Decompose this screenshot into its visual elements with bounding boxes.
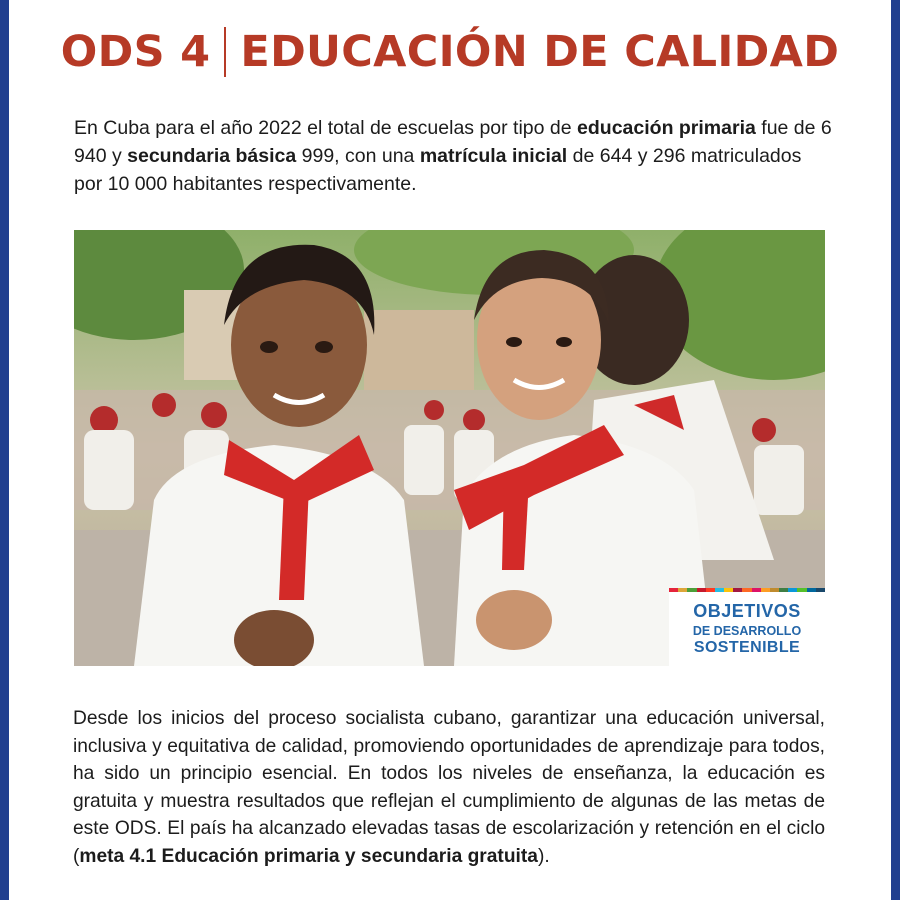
- ods-color-stripe: [669, 588, 825, 592]
- ods-badge-line3: SOSTENIBLE: [693, 639, 801, 656]
- intro-text-4: de 644 y 296 matriculados por 10 000 habitantes respectivamente.: [74, 145, 802, 195]
- ods-badge-line2: DE DESARROLLO: [692, 624, 802, 638]
- body-text-end: ).: [537, 845, 550, 867]
- intro-bold-primaria: educación primaria: [577, 117, 756, 139]
- title-divider: [224, 27, 226, 77]
- intro-bold-secundaria: secundaria básica: [127, 145, 297, 167]
- title-goal-name: EDUCACIÓN DE CALIDAD: [240, 27, 840, 77]
- ods-badge-line1: OBJETIVOS: [693, 601, 801, 621]
- intro-text-2: fue de 6 940 y: [74, 117, 832, 167]
- frame-right-border: [891, 0, 900, 900]
- intro-text-3: 999, con una: [296, 145, 420, 167]
- intro-paragraph: [74, 114, 834, 198]
- ods-logo-badge: [669, 588, 825, 666]
- students-photo: [74, 230, 825, 666]
- intro-text-1: En Cuba para el año 2022 el total de escuelas por tipo de: [74, 117, 578, 139]
- body-paragraph: [73, 705, 825, 870]
- page-title: [0, 24, 900, 80]
- title-goal-number: ODS 4: [60, 27, 211, 77]
- body-text-main: Desde los inicios del proceso socialista cubano, garantizar una educación universal, inclusiva y equitativa de calidad, promoviendo oportunidades de aprendizaje para todos, ha sido un principio esencial. En todos los niveles de enseñanza, la educación es gratuita y muestra resultados que reflejan el cumplimiento de algunas de las metas de este ODS. El país ha alcanzado elevadas tasas de escolarización y retención en el ciclo (: [73, 708, 825, 867]
- intro-bold-matricula: matrícula inicial: [419, 145, 568, 167]
- body-bold-meta: meta 4.1 Educación primaria y secundaria gratuita: [79, 845, 538, 867]
- frame-left-border: [0, 0, 9, 900]
